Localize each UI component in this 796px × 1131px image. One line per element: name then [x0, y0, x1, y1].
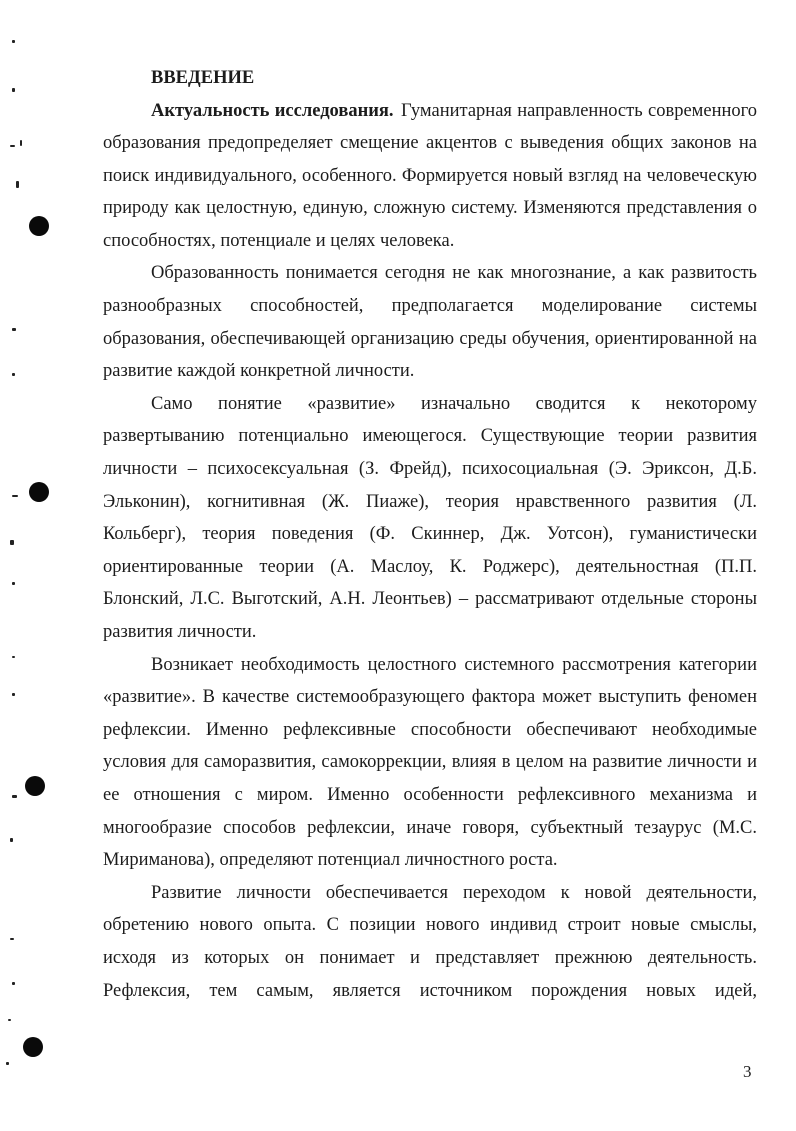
- scan-speck: [12, 582, 15, 585]
- punch-hole: [29, 216, 49, 236]
- section-heading: ВВЕДЕНИЕ: [151, 68, 255, 88]
- scan-speck: [20, 140, 22, 146]
- scan-speck: [10, 145, 15, 147]
- scan-speck: [8, 1019, 11, 1021]
- scan-speck: [10, 540, 14, 545]
- scan-speck: [12, 795, 17, 798]
- punch-hole: [29, 482, 49, 502]
- paragraph: Само понятие «развитие» изначально сводится к некоторому развертыванию потенциально имеющегося. Существующие теории развития личности – психосексуальная (З. Фрейд), психосоциальная (Э. Эриксон, Д.Б. Эльконин), когнитивная (Ж. Пиаже), теория нравственного развития (Л. Кольберг), теория поведения (Ф. Скиннер, Дж. Уотсон), гуманистически ориентированные теории (А. Маслоу, К. Роджерс), деятельностная (П.П. Блонский, Л.С. Выготский, А.Н. Леонтьев) – рассматривают отдельные стороны развития личности.: [103, 393, 757, 642]
- scan-speck: [12, 40, 15, 43]
- scan-speck: [16, 181, 19, 188]
- scan-speck: [12, 373, 15, 376]
- paragraph: Возникает необходимость целостного системного рассмотрения категории «развитие». В качестве системообразующего фактора может выступить феномен рефлексии. Именно рефлексивные способности обеспечивают необходимые условия для саморазвития, самокоррекции, влияя в целом на развитие личности и ее отношения с миром. Именно особенности рефлексивного механизма и многообразие способов рефлексии, иначе говоря, субъектный тезаурус (М.С. Мириманова), определяют потенциал личностного роста.: [103, 654, 757, 871]
- page-number: 3: [743, 1062, 752, 1081]
- scan-speck: [6, 1062, 9, 1065]
- paragraph-text: Гуманитарная направленность современного образования предопределяет смещение акцентов с выведения общих законов на поиск индивидуального, особенного. Формируется новый взгляд на человеческую природу как целостную, единую, сложную систему. Изменяются представления о способностях, потенциале и целях человека.: [103, 100, 757, 251]
- punch-hole: [23, 1037, 43, 1057]
- scan-speck: [12, 656, 15, 658]
- paragraph-relevance: [103, 95, 757, 258]
- scan-speck: [12, 328, 16, 331]
- paragraph: Образованность понимается сегодня не как многознание, а как развитость разнообразных способностей, предполагается моделирование системы образования, обеспечивающей организацию среды обучения, ориентированной на развитие каждой конкретной личности.: [103, 263, 757, 382]
- page-body: [103, 62, 757, 1007]
- paragraph: Развитие личности обеспечивается переходом к новой деятельности, обретению нового опыта. С позиции нового индивид строит новые смыслы, исходя из которых он понимает и представляет прежнюю деятельность. Рефлексия, тем самым, является источником порождения новых идей,: [103, 882, 757, 1001]
- scan-speck: [12, 982, 15, 985]
- scan-speck: [12, 693, 15, 696]
- punch-hole: [25, 776, 45, 796]
- scan-speck: [10, 838, 13, 842]
- scan-speck: [12, 88, 15, 92]
- scan-speck: [12, 495, 18, 497]
- paragraph-lead: Актуальность исследования.: [151, 100, 394, 121]
- scan-speck: [10, 938, 14, 940]
